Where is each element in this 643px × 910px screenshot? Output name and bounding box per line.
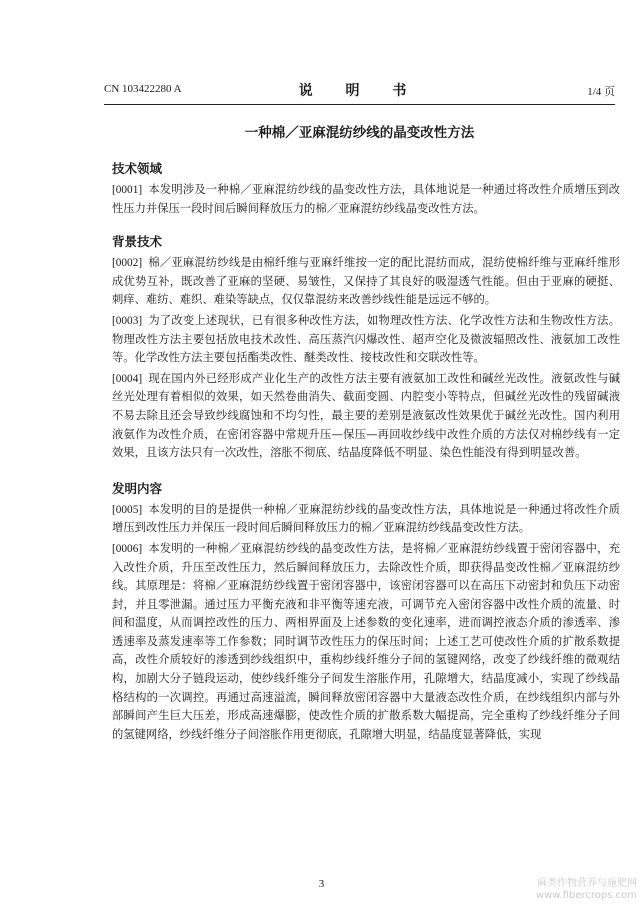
document-body [112,160,620,746]
document-header [104,80,615,102]
section-invention-content [112,480,620,745]
section-background [112,233,620,463]
paragraph [112,181,620,218]
page-info: 1/4 页 [587,86,615,98]
paragraph-number: [0002] [112,257,143,270]
section-technical-field [112,160,620,218]
paragraph [112,312,620,368]
paragraph-text: 棉／亚麻混纺纱线是由棉纤维与亚麻纤维按一定的配比混纺而成，混纺使棉纤维与亚麻纤维形成优势互补，既改善了亚麻的坚硬、易皱性，又保持了其良好的吸湿透气性能。但由于亚麻的硬挺、刺痒、难纺、难织、难染等缺点，仅仅靠混纺来改善纱线性能是远远不够的。 [112,256,620,307]
document-title: 一种棉／亚麻混纺纱线的晶变改性方法 [244,125,475,141]
paragraph-text: 本发明的一种棉／亚麻混纺纱线的晶变改性方法，是将棉／亚麻混纺纱线置于密闭容器中，充入改性介质，升压至改性压力，然后瞬间释放压力，去除改性介质，即获得晶变改性棉／亚麻混纺纱线。其原理是：将棉／亚麻混纺纱线置于密闭容器中，该密闭容器可以在高压下动密封和负压下动密封，并且零泄漏。通过压力平衡充液和非平衡等速充液，可调节充入密闭容器中改性介质的流量、时间和温度，从而调控改性的压力、两相界面及上述参数的变化速率，进而调控液态介质的渗透率、渗透速率及蒸发速率等工作参数；同时调节改性压力的保压时间；上述工艺可使改性介质的扩散系数提高，改性介质较好的渗透到纱线组织中，重构纱线纤维分子间的氢键网络，改变了纱线纤维的微观结构，加剧大分子链段运动，使纱线纤维分子间发生溶胀作用，孔隙增大，结晶度减小，实现了纱线晶格结构的一次调控。再通过高速溢流，瞬间释放密闭容器中大量液态改性介质，在纱线组织内部与外部瞬间产生巨大压差，形成高速爆膨，使改性介质的扩散系数大幅提高，完全重构了纱线纤维分子间的氢键网络，纱线纤维分子间溶胀作用更彻底，孔隙增大明显，结晶度显著降低，实现 [112,541,620,741]
paragraph [112,501,620,538]
paragraph [112,540,620,745]
paragraph-text: 现在国内外已经形成产业化生产的改性方法主要有液氨加工改性和碱丝光改性。液氨改性与碱丝光处理有着相似的效果，如天然卷曲消失、截面变圆、内腔变小等特点，但碱丝光改性的残留碱液不易去除且还会导致纱线腐蚀和不均匀性，最主要的差别是液氨改性效果优于碱丝光改性。国内利用液氨作为改性介质，在密闭容器中常规升压—保压—再回收纱线中改性介质的方法仅对棉纱线有一定效果，且该方法只有一次改性，溶胀不彻底、结晶度降低不明显、染色性能没有得到明显改善。 [112,371,620,460]
paragraph-number: [0004] [112,372,143,385]
paragraph-number: [0001] [112,184,143,196]
page-number: 3 [318,878,325,890]
site-watermark [536,878,637,902]
paragraph [112,254,620,310]
patent-number: CN 103422280 A [104,83,182,95]
paragraph-number: [0003] [112,314,143,327]
section-heading: 背景技术 [112,234,163,250]
section-heading: 发明内容 [112,480,163,496]
paragraph-text: 本发明涉及一种棉／亚麻混纺纱线的晶变改性方法，具体地说是一种通过将改性介质增压到改性压力并保压一段时间后瞬间释放压力的棉／亚麻混纺纱线晶变改性方法。 [112,183,620,215]
header-divider [104,104,615,105]
paragraph-number: [0006] [112,542,143,555]
paragraph-text: 为了改变上述现状，已有很多种改性方法，如物理改性方法、化学改性方法和生物改性方法。物理改性方法主要包括放电技术改性、高压蒸汽闪爆改性、超声空化及微波辐照改性、液氨加工改性等。化学改性方法主要包括酯类改性、醚类改性、接枝改性和交联改性等。 [112,313,620,365]
paragraph-number: [0005] [112,503,143,516]
watermark-url: www.fibercrops.com [535,890,637,901]
section-heading: 技术领域 [112,161,163,176]
watermark-site-name: 麻类作物营养与施肥网 [537,878,637,889]
paragraph [112,370,620,463]
paragraph-text: 本发明的目的是提供一种棉／亚麻混纺纱线的晶变改性方法，具体地说是一种通过将改性介质增压到改性压力并保压一段时间后瞬间释放压力的棉／亚麻混纺纱线晶变改性方法。 [112,502,620,535]
document-type: 说 明 书 [298,83,421,99]
